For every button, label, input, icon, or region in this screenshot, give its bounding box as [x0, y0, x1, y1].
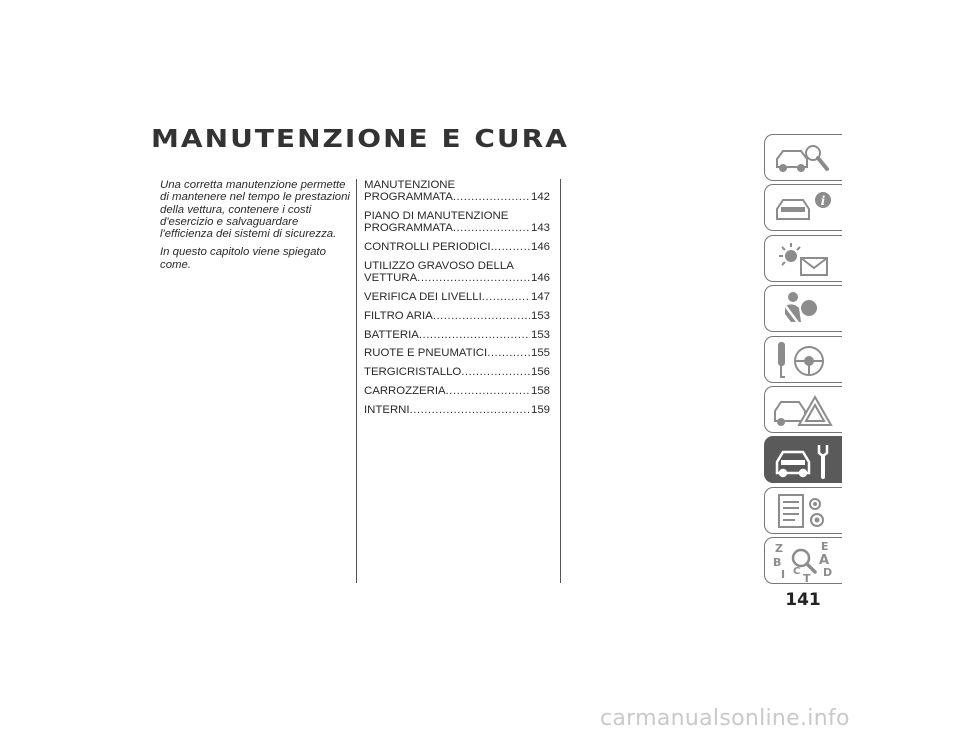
- chapter-tab-starting-driving[interactable]: [764, 336, 842, 383]
- toc-entry[interactable]: [364, 310, 550, 322]
- leader-dots: [487, 347, 530, 359]
- intro-paragraph: In questo capitolo viene spiegato come.: [160, 246, 326, 271]
- car-magnifier-icon: [771, 137, 837, 179]
- toc-entry[interactable]: [364, 210, 550, 235]
- index-letter: E: [821, 540, 829, 554]
- leader-dots: [419, 329, 530, 341]
- toc-label-line: UTILIZZO GRAVOSO DELLA: [364, 259, 514, 272]
- car-emergency-triangle-icon: [771, 389, 837, 431]
- column-divider: [356, 179, 357, 583]
- leader-dots: [482, 291, 530, 303]
- toc-page-number: 146: [530, 272, 550, 285]
- toc-entry[interactable]: [364, 385, 550, 397]
- toc-entry[interactable]: [364, 366, 550, 378]
- toc-label-line: VETTURA: [364, 272, 418, 285]
- chapter-tab-warning-lights[interactable]: [764, 235, 842, 282]
- leader-dots: [491, 241, 530, 253]
- toc-label-line: MANUTENZIONE: [364, 179, 456, 191]
- watermark: [600, 706, 850, 731]
- toc-label-line: PIANO DI MANUTENZIONE: [364, 210, 509, 223]
- intro-paragraph: Una corretta manutenzione permette di mantenere nel tempo le prestazioni della vettura, contenere i costi d'esercizio e salvaguardare l'efficienza dei sistemi di sicurezza.: [160, 179, 350, 241]
- index-letter: D: [823, 566, 833, 580]
- leader-dots: [433, 310, 530, 322]
- chapter-tab-safety[interactable]: [764, 285, 842, 332]
- toc-page-number: 142: [530, 191, 550, 204]
- watermark-text: carmanualsonline: [600, 706, 800, 731]
- toc-entry[interactable]: [364, 404, 550, 416]
- toc-label-line: CONTROLLI PERIODICI: [364, 241, 491, 254]
- chapter-tab-emergency[interactable]: [764, 386, 842, 433]
- toc-label-line: TERGICRISTALLO: [364, 366, 462, 379]
- technical-data-icon: [771, 490, 837, 532]
- index-letter: Z: [775, 542, 783, 556]
- alphabetical-index-icon: [771, 540, 837, 582]
- leader-dots: [453, 191, 530, 203]
- index-letter: C: [793, 566, 801, 578]
- toc-label-line: PROGRAMMATA: [364, 191, 453, 204]
- toc-page-number: 143: [530, 222, 550, 235]
- toc-entry[interactable]: [364, 241, 550, 253]
- toc-page-number: 159: [530, 403, 550, 416]
- toc-label-line: FILTRO ARIA: [364, 309, 433, 322]
- toc-label-line: BATTERIA: [364, 328, 419, 341]
- warning-light-message-icon: [771, 238, 837, 280]
- index-letter: A: [819, 553, 830, 569]
- toc-entry[interactable]: [364, 291, 550, 303]
- toc-entry[interactable]: [364, 347, 550, 359]
- chapter-tab-index[interactable]: [764, 537, 842, 584]
- leader-dots: [417, 272, 530, 284]
- car-wrench-icon: [771, 439, 837, 481]
- toc-entry[interactable]: [364, 179, 550, 204]
- chapter-tab-technical-data[interactable]: [764, 487, 842, 534]
- leader-dots: [461, 366, 530, 378]
- chapter-intro: [160, 179, 350, 277]
- leader-dots: [453, 222, 530, 234]
- toc-label-line: VERIFICA DEI LIVELLI: [364, 291, 482, 304]
- chapter-tabs: [764, 134, 842, 588]
- toc-label-line: PROGRAMMATA: [364, 222, 453, 235]
- leader-dots: [446, 385, 530, 397]
- chapter-tab-car-info[interactable]: [764, 184, 842, 231]
- chapter-tab-car-overview[interactable]: [764, 134, 842, 181]
- toc-page-number: 153: [530, 309, 550, 322]
- column-divider: [560, 179, 561, 583]
- index-letter: B: [773, 556, 782, 570]
- toc-page-number: 155: [530, 347, 550, 360]
- toc-page-number: 146: [530, 241, 550, 254]
- index-letter: I: [781, 568, 786, 582]
- page-number: 141: [785, 590, 821, 610]
- chapter-title: MANUTENZIONE E CURA: [151, 124, 569, 153]
- toc-page-number: 153: [530, 328, 550, 341]
- toc-label-line: INTERNI: [364, 403, 410, 416]
- watermark-suffix: .info: [800, 706, 850, 731]
- index-letter: T: [803, 572, 811, 583]
- leader-dots: [410, 404, 530, 416]
- car-info-icon: [771, 187, 837, 229]
- svg-text:i: i: [820, 194, 826, 209]
- table-of-contents: [364, 179, 550, 423]
- toc-label-line: CARROZZERIA: [364, 385, 446, 398]
- toc-label-line: RUOTE E PNEUMATICI: [364, 347, 488, 360]
- airbag-passenger-icon: [771, 288, 837, 330]
- key-steering-wheel-icon: [771, 339, 837, 381]
- toc-page-number: 147: [530, 291, 550, 304]
- chapter-tab-maintenance[interactable]: [764, 436, 842, 483]
- toc-page-number: 156: [530, 366, 550, 379]
- toc-page-number: 158: [530, 385, 550, 398]
- toc-entry[interactable]: [364, 329, 550, 341]
- toc-entry[interactable]: [364, 260, 550, 285]
